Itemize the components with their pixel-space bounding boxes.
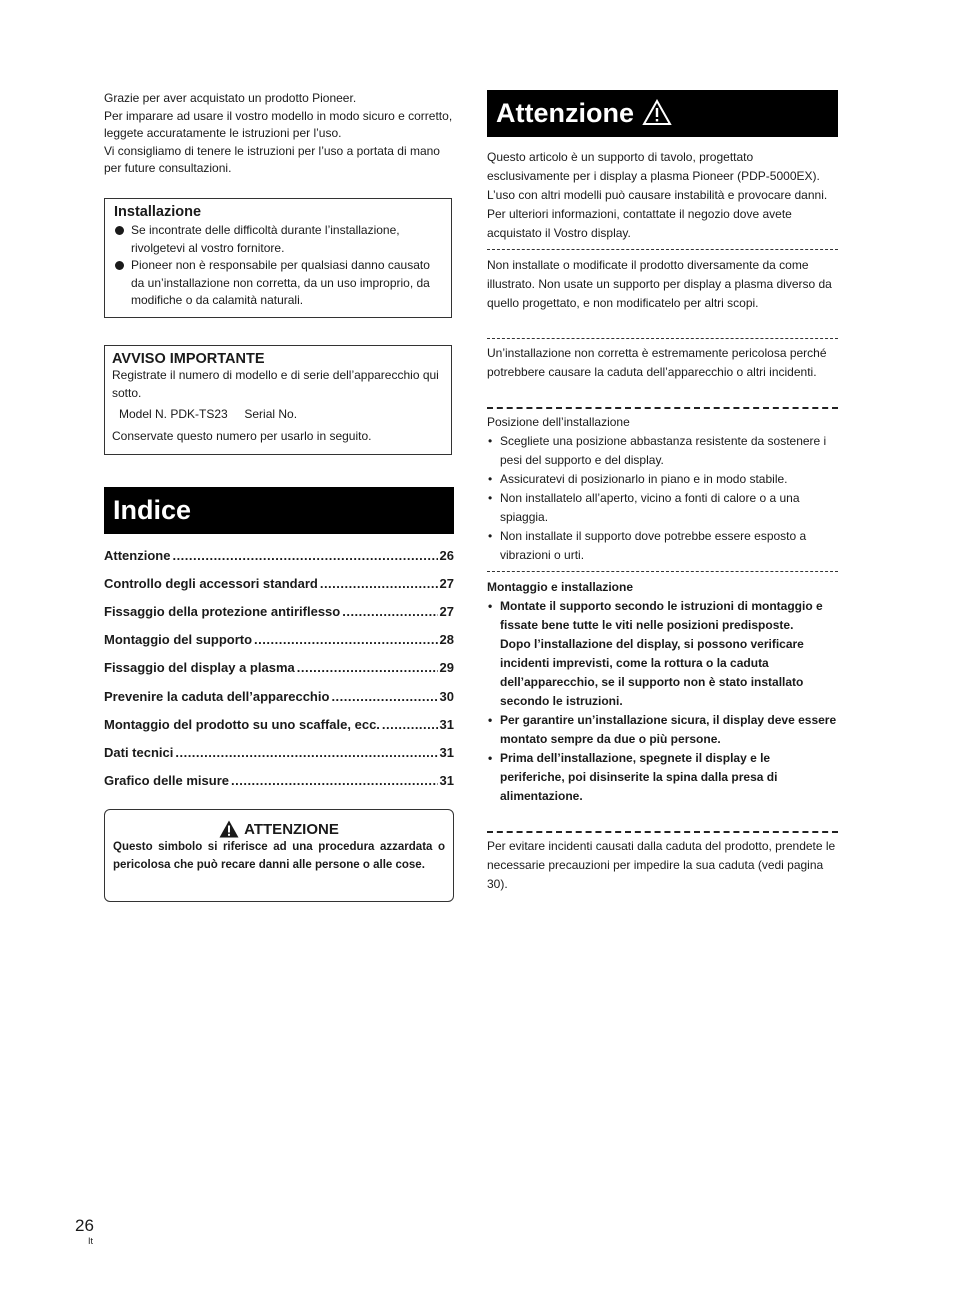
toc-item[interactable]: Prevenire la caduta dell’apparecchio ..... 30 <box>104 682 454 710</box>
dashed-divider <box>487 338 838 339</box>
bullet-icon <box>115 261 124 270</box>
attenzione-section-final: Per evitare incidenti causati dalla caduta del prodotto, prendete le necessarie precauzioni per impedire la sua caduta (vedi pagina 30). <box>487 839 836 891</box>
list-item: • Prima dell’installazione, spegnete il display e le periferiche, poi disinserite la spina dalla presa di alimentazione. <box>488 751 778 803</box>
serial-number: Serial No. <box>244 407 298 421</box>
attenzione-section-3: Un’installazione non corretta è estremamente pericolosa perché potrebbere causare la caduta dell’apparecchio o altri incidenti. <box>487 346 827 379</box>
warning-box-title: ATTENZIONE <box>113 820 445 838</box>
warning-triangle-icon <box>642 99 672 126</box>
toc-item[interactable]: Fissaggio della protezione antiriflesso ..... 27 <box>104 597 454 625</box>
indice-heading: Indice <box>104 487 454 534</box>
attenzione-heading: Attenzione <box>487 90 838 137</box>
avviso-text: Registrate il numero di modello e di serie dell’apparecchio qui sotto. <box>112 368 439 400</box>
avviso-footer: Conservate questo numero per usarlo in seguito. <box>112 428 372 443</box>
attenzione-section-2: Non installate o modificate il prodotto diversamente da come illustrato. Non usate un supporto per display a plasma diverso da quello progettato, e non modificatelo per altri scopi. <box>487 258 832 310</box>
dashed-divider <box>487 571 838 572</box>
installazione-title: Installazione <box>114 204 202 220</box>
installazione-list <box>114 222 443 310</box>
list-item: Pioneer non è responsabile per qualsiasi danno causato da un’installazione non corretta, da un uso improprio, da modifiche o da calamità naturali. <box>114 257 443 310</box>
intro-line: Per imparare ad usare il vostro modello in modo sicuro e corretto, leggete accuratamente le istruzioni per l’uso. <box>104 108 453 140</box>
toc-item[interactable]: Attenzione ..... 26 <box>104 541 454 569</box>
list-item: • Assicuratevi di posizionarlo in piano e in modo stabile. <box>488 472 788 486</box>
intro-line: Grazie per aver acquistato un prodotto Pioneer. <box>104 91 357 105</box>
avviso-box <box>104 345 452 455</box>
avviso-title: AVVISO IMPORTANTE <box>112 351 265 367</box>
posizione-title: Posizione dell’installazione <box>487 415 630 429</box>
list-item: • Scegliete una posizione abbastanza resistente da sostenere i pesi del supporto e del display. <box>488 434 827 467</box>
toc-item[interactable]: Dati tecnici ..... 31 <box>104 738 454 766</box>
montaggio-title: Montaggio e installazione <box>487 580 634 594</box>
montaggio-list <box>487 597 838 806</box>
toc-item[interactable]: Fissaggio del display a plasma ..... 29 <box>104 654 454 682</box>
installazione-box <box>104 198 452 318</box>
toc-item[interactable]: Controllo degli accessori standard ..... 27 <box>104 569 454 597</box>
bullet-icon <box>115 226 124 235</box>
warning-triangle-icon <box>219 820 239 838</box>
table-of-contents <box>104 541 454 795</box>
dashed-divider <box>487 831 838 833</box>
list-item: • Non installate il supporto dove potrebbe essere esposto a vibrazioni o urti. <box>488 529 807 562</box>
page-number: 26 <box>75 1216 94 1235</box>
dashed-divider <box>487 249 838 250</box>
toc-item[interactable]: Grafico delle misure ..... 31 <box>104 767 454 795</box>
list-item: Se incontrate delle difficoltà durante l’installazione, rivolgetevi al vostro fornitore. <box>114 222 443 257</box>
warning-symbol-box <box>104 809 454 902</box>
language-code: It <box>88 1236 94 1246</box>
toc-item[interactable]: Montaggio del supporto ..... 28 <box>104 626 454 654</box>
toc-item[interactable]: Montaggio del prodotto su uno scaffale, ecc. ..... 31 <box>104 710 454 738</box>
model-serial-line <box>119 406 443 424</box>
posizione-list <box>487 432 838 565</box>
dashed-divider <box>487 407 838 409</box>
attenzione-section-1: Questo articolo è un supporto di tavolo, progettato esclusivamente per i display a plasma Pioneer (PDP-5000EX). L’uso con altri modelli può causare instabilità e provocare danni. Per ulteriori informazioni, contattate il negozio dove avete acquistato il Vostro display. <box>487 150 828 240</box>
list-item: • Non installatelo all’aperto, vicino a fonti di calore o a una spiaggia. <box>488 491 800 524</box>
intro-line: Vi consigliamo di tenere le istruzioni per l’uso a portata di mano per future consultazioni. <box>104 143 440 175</box>
posizione-section <box>487 413 838 565</box>
warning-box-text: Questo simbolo si riferisce ad una procedura azzardata o pericolosa che può recare danni alle persone o alle cose. <box>113 841 445 871</box>
model-number: Model N. PDK-TS23 <box>119 407 228 421</box>
montaggio-section <box>487 578 838 806</box>
intro-text <box>104 90 454 178</box>
list-item: • Montate il supporto secondo le istruzioni di montaggio e fissate bene tutte le viti nelle posizioni predisposte. Dopo l’installazione del display, si possono verificare incidenti imprevisti, come la rottura o la caduta dell’apparecchio, se il supporto non è stato installato secondo le istruzioni. <box>488 599 823 708</box>
list-item: • Per garantire un’installazione sicura, il display deve essere montato sempre da due o più persone. <box>488 713 837 746</box>
